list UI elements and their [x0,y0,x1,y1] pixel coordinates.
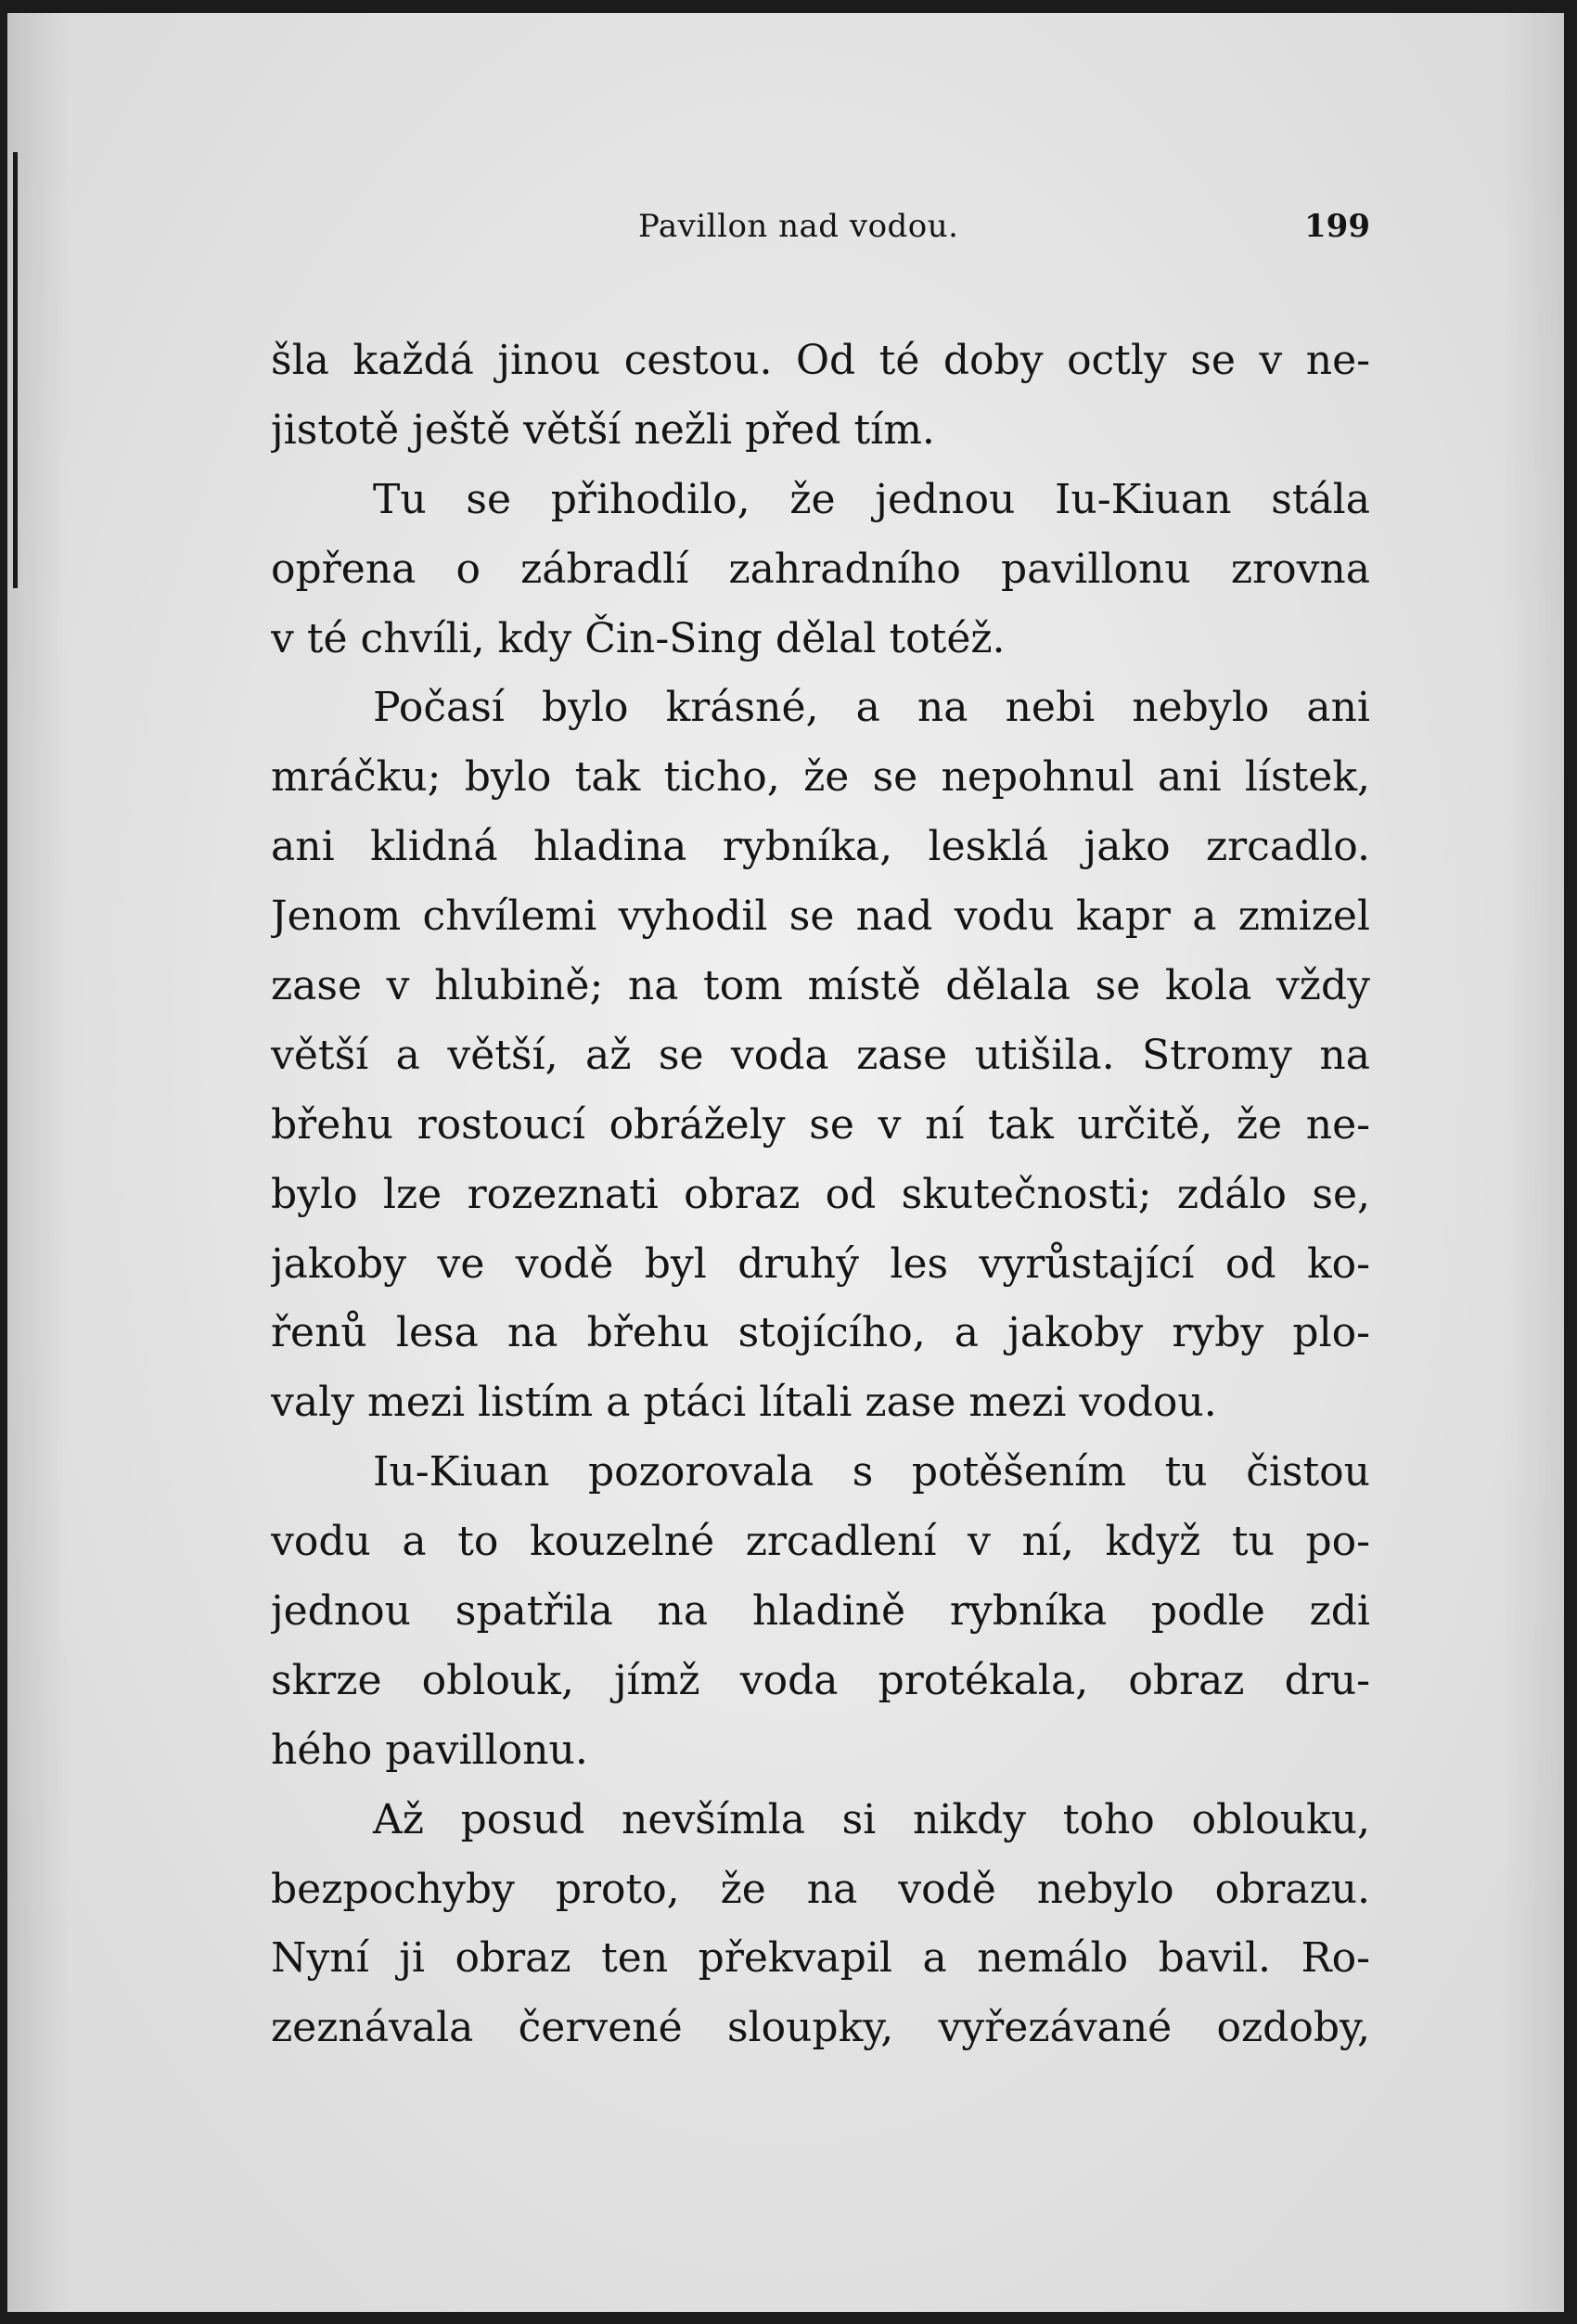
book-page [7,13,1564,2312]
text-line: valy mezi listím a ptáci lítali zase mezi vodou. [271,1379,1217,1427]
paragraph-first-line: Až posud nevšímla si nikdy toho oblouku, [373,1795,1370,1843]
running-header [271,199,1370,254]
running-title: Pavillon nad vodou. [638,208,959,245]
text-line: břehu rostoucí obrážely se v ní tak určitě, že ne- [271,1100,1370,1149]
text-line: vodu a to kouzelné zrcadlení v ní, když tu po- [271,1518,1370,1566]
text-line: bezpochyby proto, že na vodě nebylo obrazu. [271,1865,1370,1913]
text-line: zeznávala červené sloupky, vyřezávané ozdoby, [271,2004,1370,2052]
text-line: v té chvíli, kdy Čin-Sing dělal totéž. [271,614,1006,662]
binding-edge-mark [13,152,18,588]
text-line: opřena o zábradlí zahradního pavillonu zrovna [271,545,1370,593]
text-line: bylo lze rozeznati obraz od skutečnosti; zdálo se, [271,1170,1370,1218]
page-number: 199 [1304,208,1370,245]
text-line: jednou spatřila na hladině rybníka podle zdi [271,1587,1370,1636]
text-line: šla každá jinou cestou. Od té doby octly se v ne- [271,337,1370,384]
text-line: Jenom chvílemi vyhodil se nad vodu kapr a zmizel [271,892,1370,941]
text-line: zase v hlubině; na tom místě dělala se kola vždy [271,962,1370,1010]
paragraph-first-line: Počasí bylo krásné, a na nebi nebylo ani [373,684,1370,732]
text-line: ani klidná hladina rybníka, lesklá jako zrcadlo. [271,823,1370,871]
paragraph-first-line: Iu-Kiuan pozorovala s potěšením tu čistou [373,1448,1370,1496]
text-line: jakoby ve vodě byl druhý les vyrůstající od ko- [271,1239,1370,1288]
text-line: mráčku; bylo tak ticho, že se nepohnul ani lístek, [271,753,1370,802]
text-line: větší a větší, až se voda zase utišila. Stromy na [271,1031,1370,1079]
text-line: skrze oblouk, jímž voda protékala, obraz dru- [271,1656,1370,1704]
text-line: hého pavillonu. [271,1726,588,1774]
text-line: Nyní ji obraz ten překvapil a nemálo bavil. Ro- [271,1934,1370,1983]
paragraph-first-line: Tu se přihodilo, že jednou Iu-Kiuan stála [373,475,1370,523]
text-line: řenů lesa na břehu stojícího, a jakoby ryby plo- [271,1309,1370,1357]
body-text [271,327,1370,2063]
text-line: jistotě ještě větší nežli před tím. [271,405,935,454]
